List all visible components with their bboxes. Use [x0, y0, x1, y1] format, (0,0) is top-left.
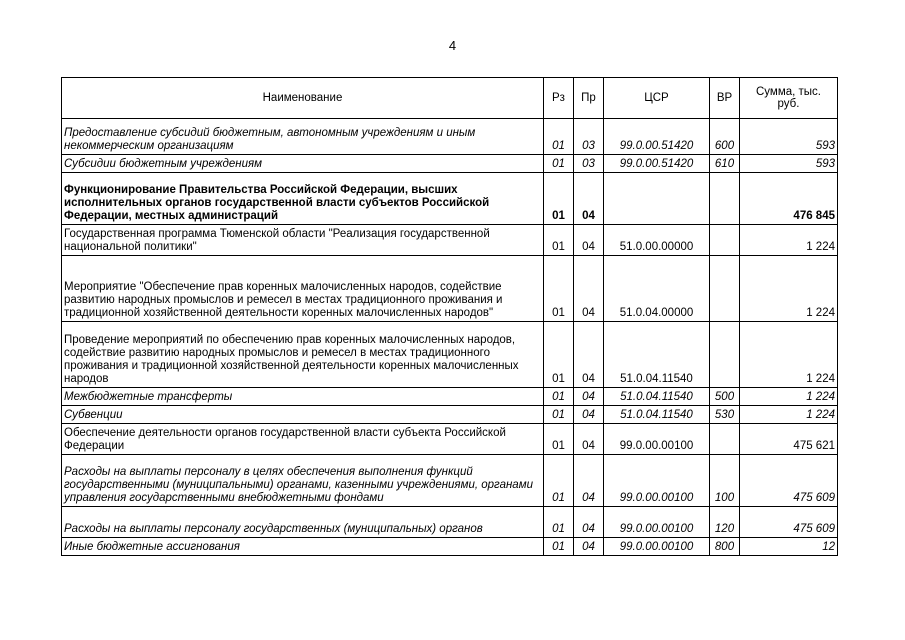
row-csr [604, 173, 710, 225]
row-sum: 1 224 [740, 225, 838, 256]
row-pr: 04 [574, 173, 604, 225]
row-sum: 593 [740, 119, 838, 155]
header-pr: Пр [574, 78, 604, 119]
row-name: Субвенции [62, 406, 544, 424]
table-row [62, 256, 838, 322]
row-sum: 475 609 [740, 507, 838, 538]
row-vr [710, 225, 740, 256]
row-rz: 01 [544, 406, 574, 424]
table-row [62, 538, 838, 556]
header-rz: Рз [544, 78, 574, 119]
row-name: Проведение мероприятий по обеспечению прав коренных малочисленных народов, содействие развитию народных промыслов и ремесел в местах традиционного проживания и традиционной хозяйственной деятельности коренных малочисленных народов [62, 322, 544, 388]
row-vr [710, 173, 740, 225]
row-vr: 600 [710, 119, 740, 155]
row-rz: 01 [544, 455, 574, 507]
table-row [62, 388, 838, 406]
table-row [62, 455, 838, 507]
row-name: Субсидии бюджетным учреждениям [62, 155, 544, 173]
row-vr [710, 424, 740, 455]
row-rz: 01 [544, 538, 574, 556]
row-rz: 01 [544, 388, 574, 406]
row-vr: 100 [710, 455, 740, 507]
table-row [62, 424, 838, 455]
row-rz: 01 [544, 507, 574, 538]
row-vr: 610 [710, 155, 740, 173]
page-number: 4 [448, 38, 457, 53]
row-name: Государственная программа Тюменской области "Реализация государственной национальной политики" [62, 225, 544, 256]
row-rz: 01 [544, 155, 574, 173]
table-row [62, 507, 838, 538]
row-pr: 04 [574, 538, 604, 556]
row-vr [710, 322, 740, 388]
header-vr: ВР [710, 78, 740, 119]
row-rz: 01 [544, 119, 574, 155]
row-csr: 51.0.04.11540 [604, 388, 710, 406]
table-row [62, 406, 838, 424]
row-vr: 800 [710, 538, 740, 556]
table-header-row [62, 78, 838, 119]
row-pr: 03 [574, 119, 604, 155]
row-pr: 04 [574, 322, 604, 388]
row-sum: 476 845 [740, 173, 838, 225]
row-vr: 120 [710, 507, 740, 538]
table-row [62, 173, 838, 225]
row-pr: 04 [574, 225, 604, 256]
row-sum: 475 609 [740, 455, 838, 507]
row-pr: 03 [574, 155, 604, 173]
row-rz: 01 [544, 424, 574, 455]
row-rz: 01 [544, 173, 574, 225]
row-sum: 12 [740, 538, 838, 556]
row-sum: 475 621 [740, 424, 838, 455]
row-name: Расходы на выплаты персоналу в целях обеспечения выполнения функций государственными (муниципальными) органами, казенными учреждениями, органами управления государственными внебюджетными фондами [62, 455, 544, 507]
row-pr: 04 [574, 256, 604, 322]
table-row [62, 155, 838, 173]
row-name: Мероприятие "Обеспечение прав коренных малочисленных народов, содействие развитию народных промыслов и ремесел в местах традиционного проживания и традиционной хозяйственной деятельности коренных малочисленных народов" [62, 256, 544, 322]
table-row [62, 119, 838, 155]
row-sum: 1 224 [740, 256, 838, 322]
row-pr: 04 [574, 424, 604, 455]
row-name: Иные бюджетные ассигнования [62, 538, 544, 556]
row-vr: 530 [710, 406, 740, 424]
row-name: Функционирование Правительства Российской Федерации, высших исполнительных органов государственной власти субъектов Российской Федерации, местных администраций [62, 173, 544, 225]
row-csr: 99.0.00.00100 [604, 424, 710, 455]
budget-table [61, 77, 838, 556]
row-pr: 04 [574, 507, 604, 538]
row-csr: 99.0.00.51420 [604, 155, 710, 173]
row-rz: 01 [544, 225, 574, 256]
row-name: Обеспечение деятельности органов государственной власти субъекта Российской Федерации [62, 424, 544, 455]
row-csr: 99.0.00.00100 [604, 507, 710, 538]
row-sum: 1 224 [740, 388, 838, 406]
row-pr: 04 [574, 406, 604, 424]
header-name: Наименование [62, 78, 544, 119]
row-pr: 04 [574, 455, 604, 507]
row-csr: 99.0.00.00100 [604, 455, 710, 507]
row-rz: 01 [544, 256, 574, 322]
row-pr: 04 [574, 388, 604, 406]
row-csr: 51.0.04.00000 [604, 256, 710, 322]
row-csr: 51.0.04.11540 [604, 406, 710, 424]
row-vr [710, 256, 740, 322]
row-vr: 500 [710, 388, 740, 406]
row-name: Расходы на выплаты персоналу государственных (муниципальных) органов [62, 507, 544, 538]
header-sum: Сумма, тыс. руб. [740, 78, 838, 119]
row-csr: 99.0.00.00100 [604, 538, 710, 556]
row-csr: 51.0.04.11540 [604, 322, 710, 388]
row-name: Межбюджетные трансферты [62, 388, 544, 406]
row-name: Предоставление субсидий бюджетным, автономным учреждениям и иным некоммерческим организациям [62, 119, 544, 155]
row-sum: 1 224 [740, 322, 838, 388]
row-sum: 1 224 [740, 406, 838, 424]
header-csr: ЦСР [604, 78, 710, 119]
row-rz: 01 [544, 322, 574, 388]
table-row [62, 225, 838, 256]
row-csr: 99.0.00.51420 [604, 119, 710, 155]
row-csr: 51.0.00.00000 [604, 225, 710, 256]
row-sum: 593 [740, 155, 838, 173]
table-row [62, 322, 838, 388]
